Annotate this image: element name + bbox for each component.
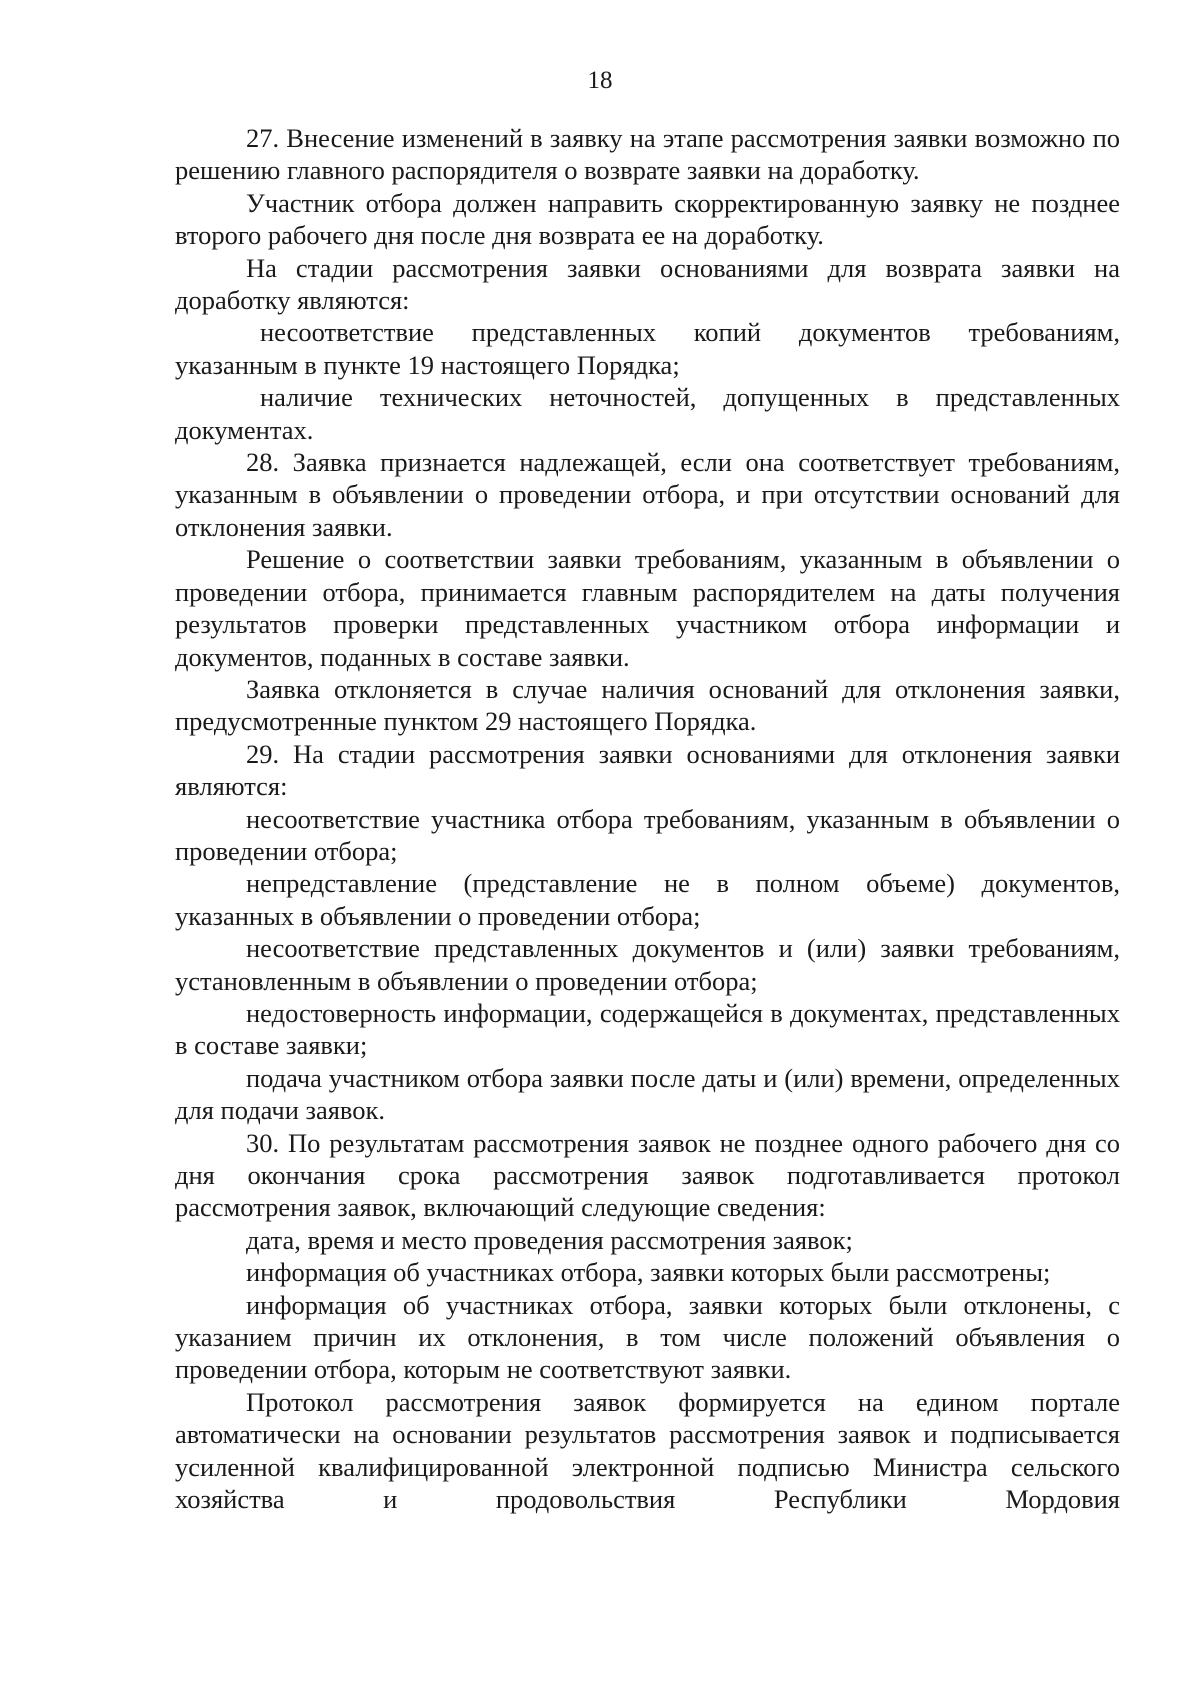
list-item-participant-mismatch: несоответствие участника отбора требованиям, указанным в объявлении о проведении отбора; [175, 803, 1120, 866]
list-item-missing-documents: непредставление (представление не в полном объеме) документов, указанных в объявлении о проведении отбора; [175, 868, 1120, 931]
paragraph-rejection: Заявка отклоняется в случае наличия оснований для отклонения заявки, предусмотренные пунктом 29 настоящего Порядка. [175, 673, 1120, 737]
list-item-copies-mismatch: несоответствие представленных копий документов требованиям, указанным в пункте 19 настоящего Порядка; [175, 317, 1120, 380]
paragraph-compliance-decision: Решение о соответствии заявки требованиям, указанным в объявлении о проведении отбора, принимается главным распорядителем на даты получения результатов проверки представленных участником отбора информации и документов, поданных в составе заявки. [175, 544, 1120, 672]
list-item-documents-mismatch: несоответствие представленных документов и (или) заявки требованиям, установленным в объявлении о проведении отбора; [175, 933, 1120, 996]
list-item-date-time-place: дата, время и место проведения рассмотрения заявок; [246, 1224, 853, 1255]
list-item-late-submission: подача участником отбора заявки после даты и (или) времени, определенных для подачи заявок. [175, 1062, 1120, 1126]
list-item-technical-errors: наличие технических неточностей, допущенных в представленных документах. [175, 382, 1120, 445]
list-item-unreliable-info: недостоверность информации, содержащейся в документах, представленных в составе заявки; [175, 997, 1120, 1061]
document-body [175, 122, 1120, 1515]
list-item-reviewed-participants: информация об участниках отбора, заявки которых были рассмотрены; [246, 1257, 1051, 1288]
paragraph-protocol-portal: Протокол рассмотрения заявок формируется на едином портале автоматически на основании результатов рассмотрения заявок и подписывается усиленной квалифицированной электронной подписью Министра сельского хозяйства и продовольствия Республики Мордовия [175, 1386, 1120, 1515]
paragraph-revision-deadline: Участник отбора должен направить скорректированную заявку не позднее второго рабочего дня после дня возврата ее на доработку. [175, 187, 1120, 251]
list-item-rejected-participants: информация об участниках отбора, заявки которых были отклонены, с указанием причин их отклонения, в том числе положений объявления о проведении отбора, которым не соответствуют заявки. [175, 1289, 1120, 1385]
paragraph-27: 27. Внесение изменений в заявку на этапе рассмотрения заявки возможно по решению главного распорядителя о возврате заявки на доработку. [175, 123, 1120, 186]
paragraph-return-grounds: На стадии рассмотрения заявки основаниями для возврата заявки на доработку являются: [175, 252, 1120, 316]
page-number: 18 [587, 67, 613, 94]
paragraph-30: 30. По результатам рассмотрения заявок не позднее одного рабочего дня со дня окончания срока рассмотрения заявок подготавливается протокол рассмотрения заявок, включающий следующие сведения: [175, 1127, 1120, 1223]
paragraph-29: 29. На стадии рассмотрения заявки основаниями для отклонения заявки являются: [175, 738, 1120, 802]
paragraph-28: 28. Заявка признается надлежащей, если она соответствует требованиям, указанным в объявлении о проведении отбора, и при отсутствии оснований для отклонения заявки. [175, 447, 1120, 542]
